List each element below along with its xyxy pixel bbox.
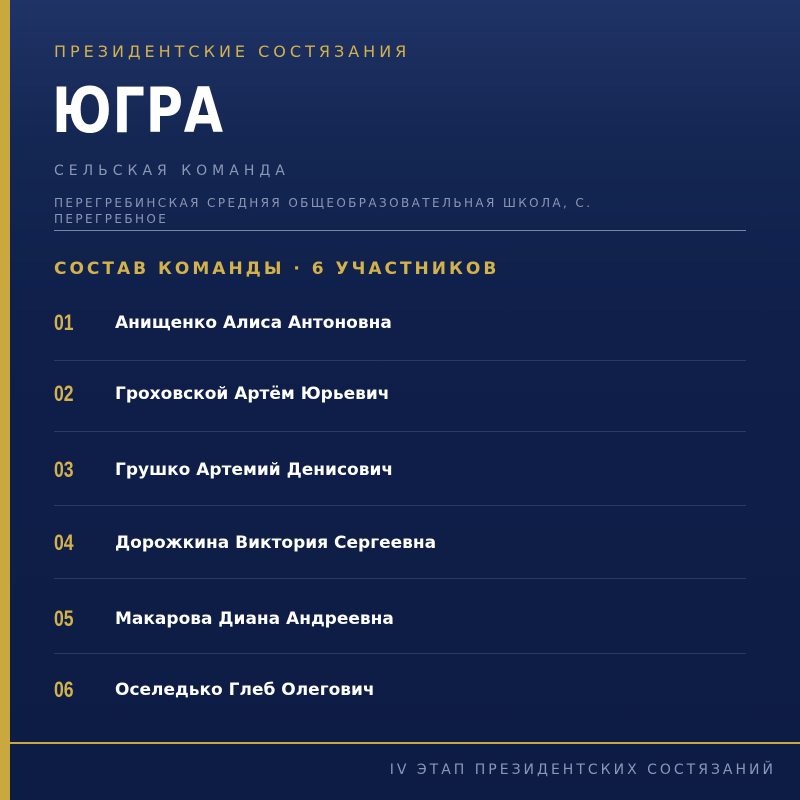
- member-number: 04: [54, 530, 74, 555]
- member-row: [54, 359, 746, 429]
- member-row: [54, 584, 746, 654]
- member-number: 05: [54, 606, 74, 631]
- member-name: Оселедько Глеб Олегович: [115, 680, 375, 700]
- team-type-label: СЕЛЬСКАЯ КОМАНДА: [54, 163, 290, 179]
- region-title: ЮГРА: [52, 74, 224, 147]
- member-row: [54, 508, 746, 578]
- row-divider: [54, 431, 746, 432]
- member-row: [54, 435, 746, 505]
- member-name: Анищенко Алиса Антоновна: [115, 313, 392, 333]
- member-number: 01: [54, 310, 74, 335]
- member-name: Гроховской Артём Юрьевич: [115, 384, 390, 404]
- event-eyebrow: ПРЕЗИДЕНТСКИЕ СОСТЯЗАНИЯ: [54, 42, 411, 61]
- member-number: 02: [54, 381, 74, 406]
- row-divider: [54, 505, 746, 506]
- roster-title: СОСТАВ КОМАНДЫ · 6 УЧАСТНИКОВ: [54, 259, 500, 279]
- footer-gold-rule: [10, 742, 800, 744]
- header-divider: [54, 230, 746, 231]
- row-divider: [54, 578, 746, 579]
- row-divider: [54, 653, 746, 654]
- member-name: Грушко Артемий Денисович: [115, 460, 394, 480]
- member-row: [54, 655, 746, 725]
- member-number: 03: [54, 457, 74, 482]
- footer-stage-label: IV ЭТАП ПРЕЗИДЕНТСКИХ СОСТЯЗАНИЙ: [389, 762, 776, 778]
- member-row: [54, 288, 746, 358]
- member-name: Дорожкина Виктория Сергеевна: [115, 533, 437, 553]
- gold-side-accent: [0, 0, 10, 800]
- school-name: ПЕРЕГРЕБИНСКАЯ СРЕДНЯЯ ОБЩЕОБРАЗОВАТЕЛЬНАЯ ШКОЛА, С. ПЕРЕГРЕБНОЕ: [54, 196, 593, 226]
- member-name: Макарова Диана Андреевна: [115, 609, 394, 629]
- member-number: 06: [54, 677, 74, 702]
